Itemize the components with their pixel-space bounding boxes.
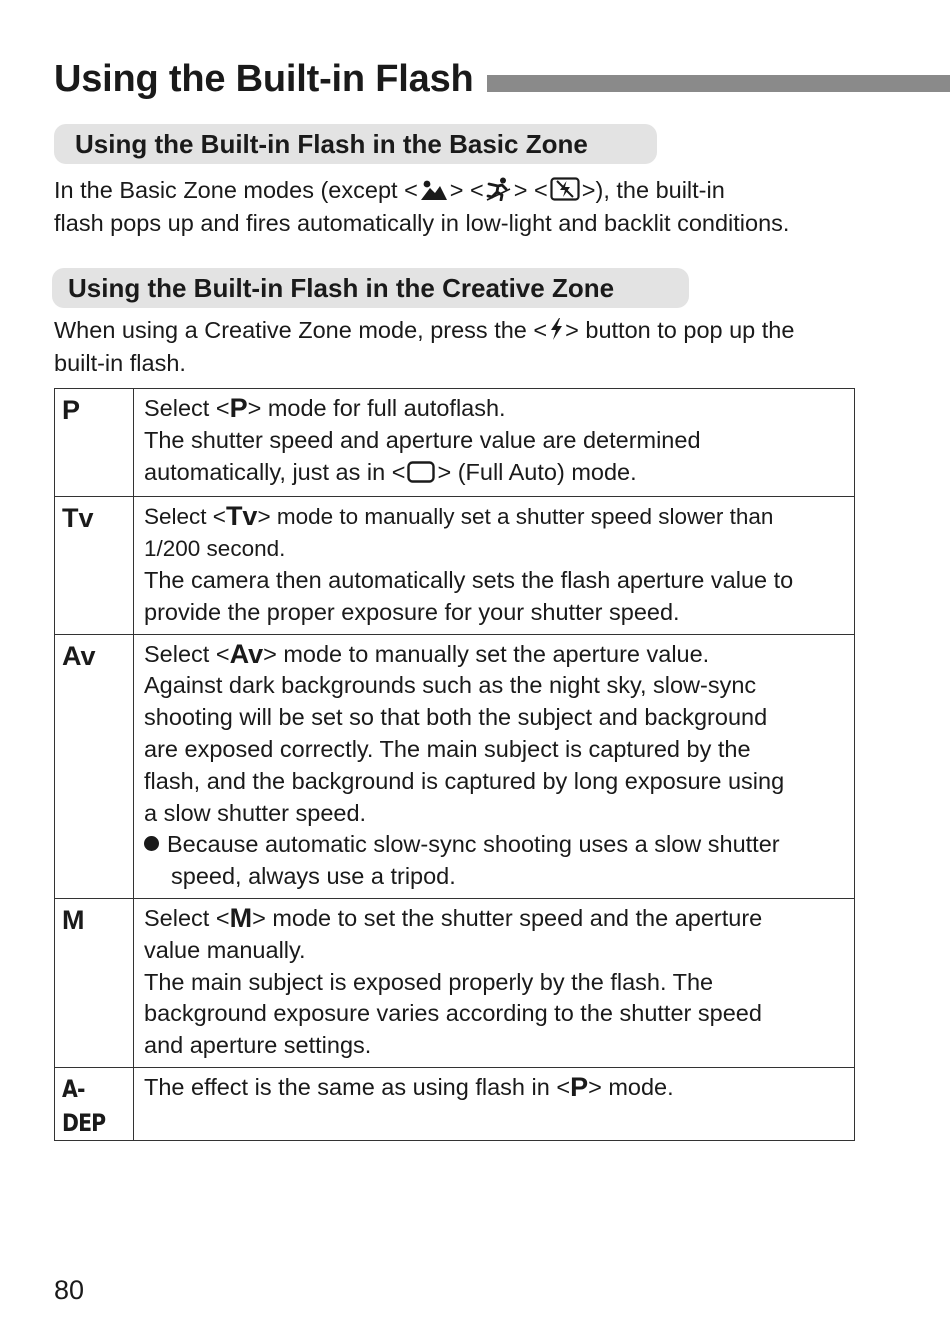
basic-zone-text: > < xyxy=(449,177,484,203)
mode-label xyxy=(55,634,134,898)
description-text: flash, and the background is captured by long exposure using xyxy=(144,767,785,794)
description-line xyxy=(144,734,848,766)
creative-zone-paragraph xyxy=(54,315,794,378)
description-text: 1/200 second. xyxy=(144,536,286,562)
description-text: The shutter speed and aperture value are determined xyxy=(144,426,701,453)
mode-label-text: M xyxy=(62,904,85,935)
page-title-row xyxy=(54,58,950,106)
description-text: The effect is the same as using flash in < xyxy=(144,1073,571,1100)
description-text: are exposed correctly. The main subject is captured by the xyxy=(144,735,751,762)
description-line xyxy=(144,935,848,967)
flash-off-icon xyxy=(550,177,580,208)
description-text: and aperture settings. xyxy=(144,1032,372,1059)
description-text: value manually. xyxy=(144,936,306,963)
description-line xyxy=(144,639,848,671)
description-line xyxy=(144,533,848,565)
description-text: The camera then automatically sets the flash aperture value to xyxy=(144,566,794,593)
description-text: Select < xyxy=(144,640,230,667)
bullet-icon xyxy=(144,836,159,851)
mode-label-text: P xyxy=(62,395,81,425)
basic-zone-paragraph xyxy=(54,175,789,238)
mode-row xyxy=(55,497,855,634)
description-text: > mode to set the shutter speed and the aperture xyxy=(252,904,763,931)
mode-symbol: M xyxy=(229,902,253,933)
description-text: a slow shutter speed. xyxy=(144,799,367,826)
description-line xyxy=(144,501,848,533)
title-rule xyxy=(487,75,950,92)
mode-label-text: Tv xyxy=(62,503,94,534)
mode-row xyxy=(55,1067,855,1140)
mode-symbol: P xyxy=(229,393,248,423)
full-auto-icon xyxy=(407,460,435,492)
basic-zone-text: > < xyxy=(513,177,548,203)
basic-zone-text: In the Basic Zone modes (except < xyxy=(54,177,418,203)
description-line xyxy=(144,1072,848,1104)
sports-icon xyxy=(486,177,512,208)
description-line xyxy=(144,798,848,830)
description-text: > mode to manually set a shutter speed slower than xyxy=(257,504,774,530)
bullet-text: Because automatic slow-sync shooting uses a slow shutter xyxy=(167,831,780,858)
mode-description xyxy=(134,1067,855,1140)
mode-label-text: Av xyxy=(62,640,96,671)
mode-symbol: Tv xyxy=(225,501,258,532)
description-line xyxy=(144,861,848,893)
mode-description xyxy=(134,634,855,898)
mode-row xyxy=(55,898,855,1067)
basic-zone-text: flash pops up and fires automatically in low-light and backlit conditions. xyxy=(54,210,790,236)
mode-row xyxy=(55,389,855,497)
landscape-icon xyxy=(420,178,448,208)
description-text: Select < xyxy=(144,904,230,931)
page-title: Using the Built-in Flash xyxy=(54,58,474,100)
description-line xyxy=(144,702,848,734)
description-text: > mode for full autoflash. xyxy=(247,395,506,421)
mode-label xyxy=(55,1067,134,1140)
mode-description xyxy=(134,898,855,1067)
description-line xyxy=(144,829,848,861)
description-text: speed, always use a tripod. xyxy=(171,863,456,890)
description-line xyxy=(144,597,848,629)
mode-description xyxy=(134,389,855,497)
mode-row xyxy=(55,634,855,898)
flash-icon xyxy=(549,317,563,348)
mode-label xyxy=(55,389,134,497)
creative-zone-text: > button to pop up the xyxy=(565,317,795,343)
description-text: The main subject is exposed properly by the flash. The xyxy=(144,968,714,995)
description-line xyxy=(144,903,848,935)
mode-label xyxy=(55,898,134,1067)
description-line xyxy=(144,998,848,1030)
description-text: background exposure varies according to the shutter speed xyxy=(144,1000,762,1027)
mode-symbol: Av xyxy=(229,638,264,669)
section-heading-creative-zone: Using the Built-in Flash in the Creative Zone xyxy=(52,268,689,308)
description-line xyxy=(144,565,848,597)
mode-label xyxy=(55,497,134,634)
description-line xyxy=(144,1030,848,1062)
description-text: > mode. xyxy=(588,1073,674,1100)
description-text: automatically, just as in < xyxy=(144,458,406,485)
mode-label-text: A-DEP xyxy=(62,1074,106,1137)
description-text: > (Full Auto) mode. xyxy=(437,458,637,485)
description-line xyxy=(144,967,848,999)
page-number: 80 xyxy=(54,1275,85,1305)
creative-zone-text: built-in flash. xyxy=(54,350,186,376)
mode-description xyxy=(134,497,855,634)
mode-symbol: P xyxy=(570,1071,589,1102)
description-line xyxy=(144,766,848,798)
basic-zone-text: >), the built-in xyxy=(581,177,725,203)
creative-zone-text: When using a Creative Zone mode, press the < xyxy=(54,317,548,343)
description-text: > mode to manually set the aperture value. xyxy=(263,640,710,667)
description-text: Against dark backgrounds such as the night sky, slow-sync xyxy=(144,672,757,699)
flash-modes-table xyxy=(54,388,855,1141)
description-text: shooting will be set so that both the subject and background xyxy=(144,704,768,731)
description-line xyxy=(144,425,848,457)
description-line xyxy=(144,670,848,702)
description-text: Select < xyxy=(144,395,230,421)
section-heading-basic-zone: Using the Built-in Flash in the Basic Zone xyxy=(54,124,657,164)
description-line xyxy=(144,457,848,492)
description-text: Select < xyxy=(144,504,226,530)
description-line xyxy=(144,393,848,425)
description-text: provide the proper exposure for your shutter speed. xyxy=(144,598,680,625)
